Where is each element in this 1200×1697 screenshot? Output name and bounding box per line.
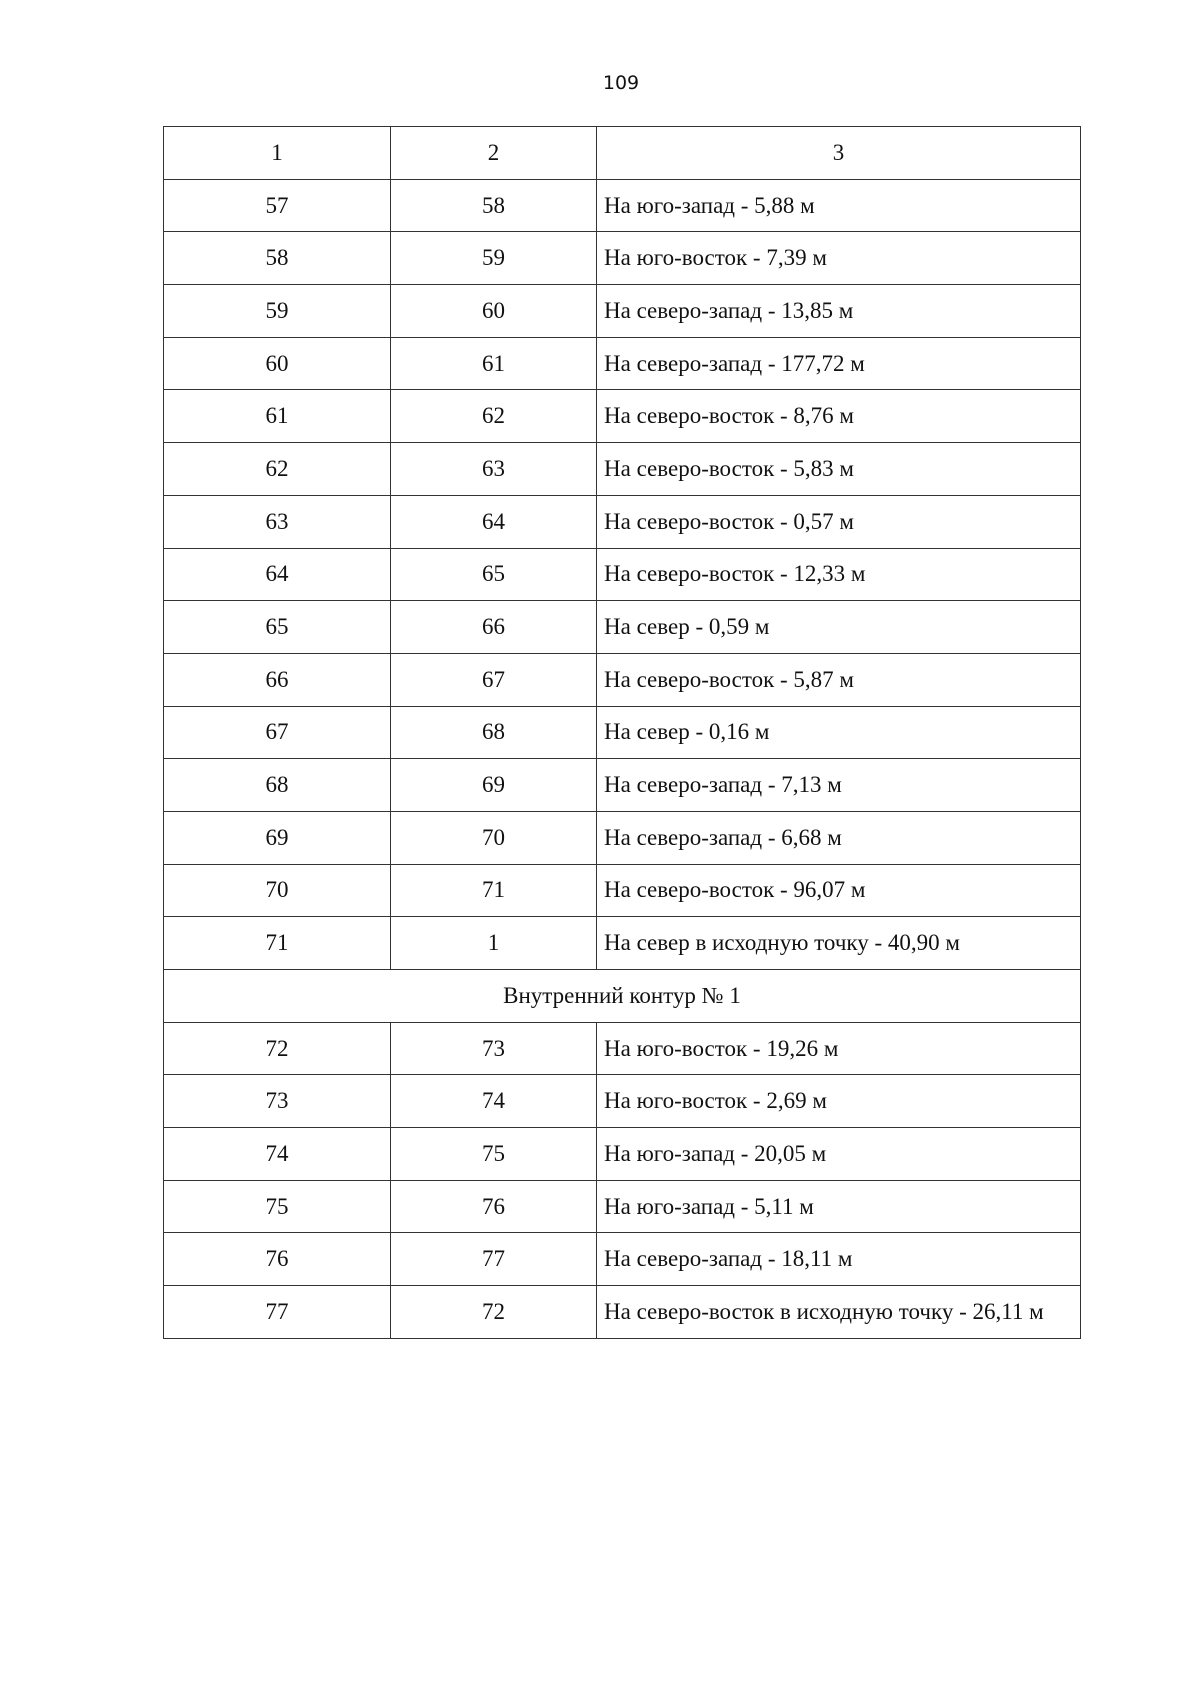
table-row bbox=[164, 917, 1081, 970]
section-title: Внутренний контур № 1 bbox=[164, 970, 1081, 1023]
header-cell-2: 2 bbox=[391, 127, 597, 180]
to-point-cell: 61 bbox=[391, 337, 597, 390]
from-point-cell: 63 bbox=[164, 495, 391, 548]
to-point-cell: 73 bbox=[391, 1022, 597, 1075]
to-point-cell: 62 bbox=[391, 390, 597, 443]
table-row bbox=[164, 232, 1081, 285]
table-row bbox=[164, 337, 1081, 390]
to-point-cell: 66 bbox=[391, 601, 597, 654]
table-row bbox=[164, 601, 1081, 654]
from-point-cell: 65 bbox=[164, 601, 391, 654]
to-point-cell: 60 bbox=[391, 285, 597, 338]
table-row bbox=[164, 653, 1081, 706]
table-row bbox=[164, 495, 1081, 548]
section-row bbox=[164, 970, 1081, 1023]
table-row bbox=[164, 548, 1081, 601]
to-point-cell: 76 bbox=[391, 1180, 597, 1233]
to-point-cell: 70 bbox=[391, 811, 597, 864]
from-point-cell: 72 bbox=[164, 1022, 391, 1075]
from-point-cell: 67 bbox=[164, 706, 391, 759]
from-point-cell: 69 bbox=[164, 811, 391, 864]
from-point-cell: 70 bbox=[164, 864, 391, 917]
direction-distance-cell: На северо-восток - 12,33 м bbox=[597, 548, 1081, 601]
from-point-cell: 66 bbox=[164, 653, 391, 706]
to-point-cell: 63 bbox=[391, 443, 597, 496]
from-point-cell: 74 bbox=[164, 1128, 391, 1181]
direction-distance-cell: На северо-восток в исходную точку - 26,11 м bbox=[597, 1286, 1081, 1339]
to-point-cell: 71 bbox=[391, 864, 597, 917]
from-point-cell: 77 bbox=[164, 1286, 391, 1339]
table-row bbox=[164, 1022, 1081, 1075]
direction-distance-cell: На юго-запад - 5,11 м bbox=[597, 1180, 1081, 1233]
direction-distance-cell: На север - 0,16 м bbox=[597, 706, 1081, 759]
to-point-cell: 58 bbox=[391, 179, 597, 232]
table-row bbox=[164, 390, 1081, 443]
boundary-table bbox=[163, 126, 1081, 1339]
table-row bbox=[164, 864, 1081, 917]
from-point-cell: 64 bbox=[164, 548, 391, 601]
from-point-cell: 68 bbox=[164, 759, 391, 812]
from-point-cell: 61 bbox=[164, 390, 391, 443]
table-row bbox=[164, 443, 1081, 496]
direction-distance-cell: На северо-запад - 6,68 м bbox=[597, 811, 1081, 864]
page-number: 109 bbox=[602, 72, 640, 94]
direction-distance-cell: На северо-восток - 5,87 м bbox=[597, 653, 1081, 706]
direction-distance-cell: На юго-восток - 2,69 м bbox=[597, 1075, 1081, 1128]
to-point-cell: 64 bbox=[391, 495, 597, 548]
table-row bbox=[164, 759, 1081, 812]
direction-distance-cell: На юго-запад - 20,05 м bbox=[597, 1128, 1081, 1181]
from-point-cell: 57 bbox=[164, 179, 391, 232]
table-row bbox=[164, 1286, 1081, 1339]
from-point-cell: 62 bbox=[164, 443, 391, 496]
direction-distance-cell: На север - 0,59 м bbox=[597, 601, 1081, 654]
from-point-cell: 59 bbox=[164, 285, 391, 338]
table-row bbox=[164, 1128, 1081, 1181]
table-row bbox=[164, 179, 1081, 232]
from-point-cell: 58 bbox=[164, 232, 391, 285]
to-point-cell: 75 bbox=[391, 1128, 597, 1181]
table-row bbox=[164, 285, 1081, 338]
direction-distance-cell: На северо-запад - 18,11 м bbox=[597, 1233, 1081, 1286]
direction-distance-cell: На северо-восток - 8,76 м bbox=[597, 390, 1081, 443]
direction-distance-cell: На юго-восток - 19,26 м bbox=[597, 1022, 1081, 1075]
direction-distance-cell: На северо-запад - 7,13 м bbox=[597, 759, 1081, 812]
table-row bbox=[164, 1180, 1081, 1233]
direction-distance-cell: На северо-восток - 96,07 м bbox=[597, 864, 1081, 917]
direction-distance-cell: На северо-запад - 177,72 м bbox=[597, 337, 1081, 390]
to-point-cell: 72 bbox=[391, 1286, 597, 1339]
to-point-cell: 68 bbox=[391, 706, 597, 759]
to-point-cell: 67 bbox=[391, 653, 597, 706]
table-row bbox=[164, 1075, 1081, 1128]
to-point-cell: 77 bbox=[391, 1233, 597, 1286]
table-row bbox=[164, 811, 1081, 864]
direction-distance-cell: На северо-восток - 0,57 м bbox=[597, 495, 1081, 548]
header-cell-3: 3 bbox=[597, 127, 1081, 180]
to-point-cell: 65 bbox=[391, 548, 597, 601]
header-row bbox=[164, 127, 1081, 180]
from-point-cell: 71 bbox=[164, 917, 391, 970]
table-body bbox=[164, 127, 1081, 1339]
direction-distance-cell: На юго-запад - 5,88 м bbox=[597, 179, 1081, 232]
table-row bbox=[164, 1233, 1081, 1286]
to-point-cell: 59 bbox=[391, 232, 597, 285]
direction-distance-cell: На северо-восток - 5,83 м bbox=[597, 443, 1081, 496]
from-point-cell: 76 bbox=[164, 1233, 391, 1286]
from-point-cell: 75 bbox=[164, 1180, 391, 1233]
to-point-cell: 1 bbox=[391, 917, 597, 970]
header-cell-1: 1 bbox=[164, 127, 391, 180]
to-point-cell: 69 bbox=[391, 759, 597, 812]
from-point-cell: 60 bbox=[164, 337, 391, 390]
from-point-cell: 73 bbox=[164, 1075, 391, 1128]
table-row bbox=[164, 706, 1081, 759]
direction-distance-cell: На север в исходную точку - 40,90 м bbox=[597, 917, 1081, 970]
direction-distance-cell: На северо-запад - 13,85 м bbox=[597, 285, 1081, 338]
to-point-cell: 74 bbox=[391, 1075, 597, 1128]
direction-distance-cell: На юго-восток - 7,39 м bbox=[597, 232, 1081, 285]
